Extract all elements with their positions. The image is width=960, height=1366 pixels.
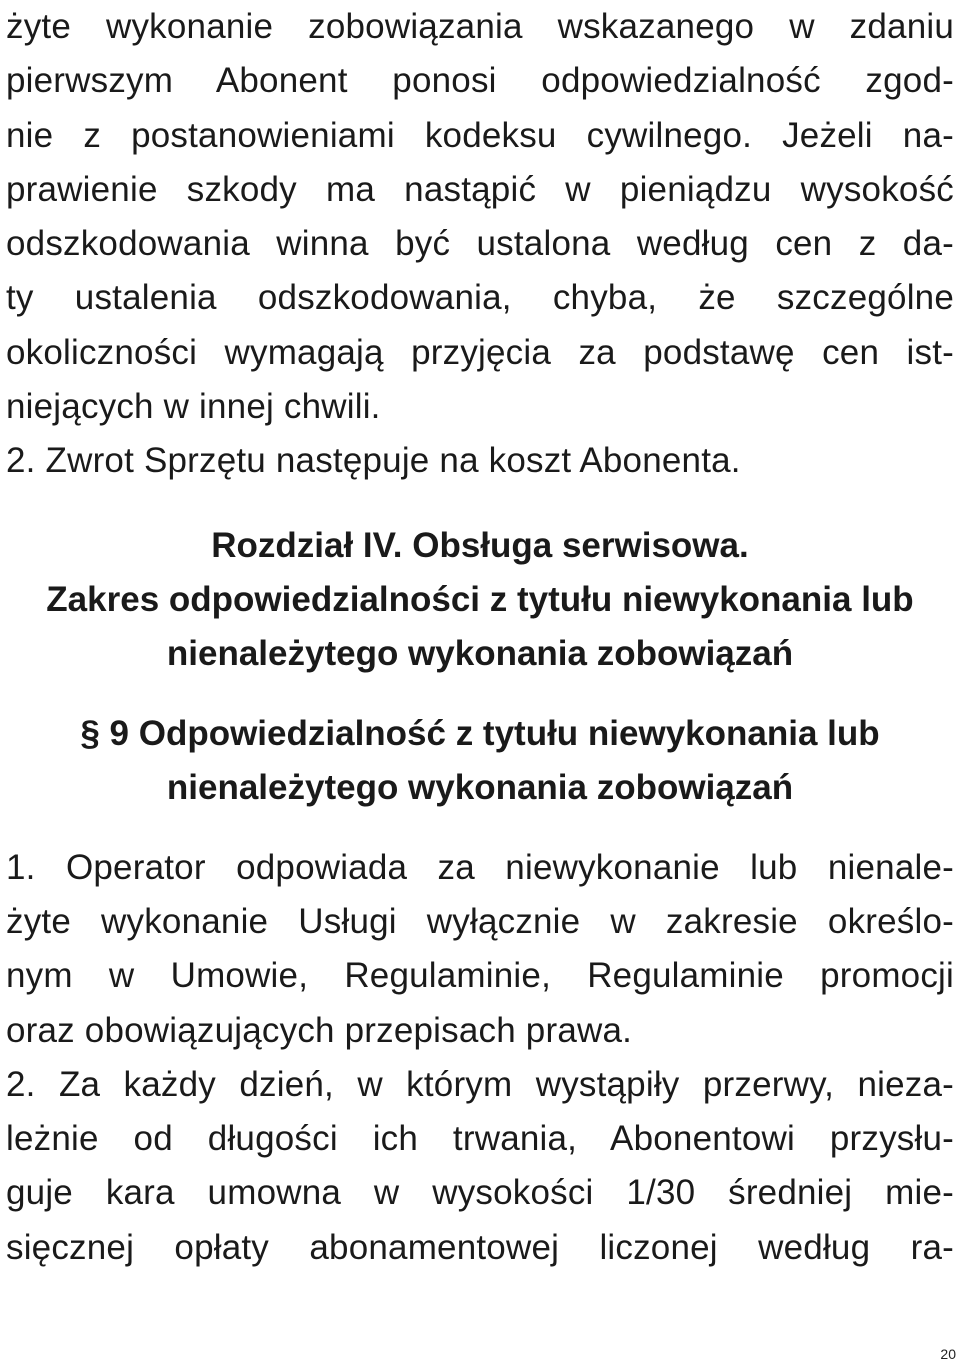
- spacer: [6, 681, 954, 707]
- section-heading: [6, 707, 954, 815]
- text-line: pierwszym Abonent ponosi odpowiedzialność zgod-: [6, 61, 954, 101]
- text-line: guje kara umowna w wysokości 1/30 średniej mie-: [6, 1173, 954, 1213]
- text-line: odszkodowania winna być ustalona według cen z da-: [6, 224, 954, 264]
- text-line: prawienie szkody ma nastąpić w pieniądzu wysokość: [6, 169, 954, 209]
- text-line: leżnie od długości ich trwania, Abonentowi przysłu-: [6, 1119, 954, 1159]
- paragraph-1: [6, 841, 954, 1058]
- paragraph-2: [6, 1058, 954, 1275]
- text-line: nie z postanowieniami kodeksu cywilnego. Jeżeli na-: [6, 115, 954, 155]
- text-line: oraz obowiązujących przepisach prawa.: [6, 1010, 633, 1050]
- spacer: [6, 815, 954, 841]
- section-title-line: nienależytego wykonania zobowiązań: [166, 767, 794, 807]
- text-line: okoliczności wymagają przyjęcia za podstawę cen ist-: [6, 332, 954, 372]
- spacer: [6, 489, 954, 519]
- text-line: 2. Za każdy dzień, w którym wystąpiły przerwy, nieza-: [6, 1064, 954, 1104]
- chapter-title: Rozdział IV. Obsługa serwisowa.: [211, 525, 749, 565]
- chapter-heading: [6, 519, 954, 681]
- document-page: [6, 0, 954, 1275]
- text-line: żyte wykonanie Usługi wyłącznie w zakresie określo-: [6, 901, 954, 941]
- text-line: niejących w innej chwili.: [6, 387, 381, 427]
- text-line: 1. Operator odpowiada za niewykonanie lub nienale-: [6, 847, 954, 887]
- text-line: ty ustalenia odszkodowania, chyba, że szczególne: [6, 278, 954, 318]
- text-line: żyte wykonanie zobowiązania wskazanego w zdaniu: [6, 7, 954, 46]
- chapter-subtitle-line: nienależytego wykonania zobowiązań: [166, 633, 794, 673]
- text-line: sięcznej opłaty abonamentowej liczonej według ra-: [6, 1227, 954, 1267]
- text-line: nym w Umowie, Regulaminie, Regulaminie promocji: [6, 956, 954, 996]
- chapter-subtitle-line: Zakres odpowiedzialności z tytułu niewykonania lub: [46, 579, 914, 619]
- paragraph-top: [6, 0, 954, 434]
- item-2: 2. Zwrot Sprzętu następuje na koszt Abonenta.: [6, 441, 741, 481]
- page-number: 20: [940, 1346, 956, 1362]
- section-title-line: § 9 Odpowiedzialność z tytułu niewykonania lub: [80, 713, 880, 753]
